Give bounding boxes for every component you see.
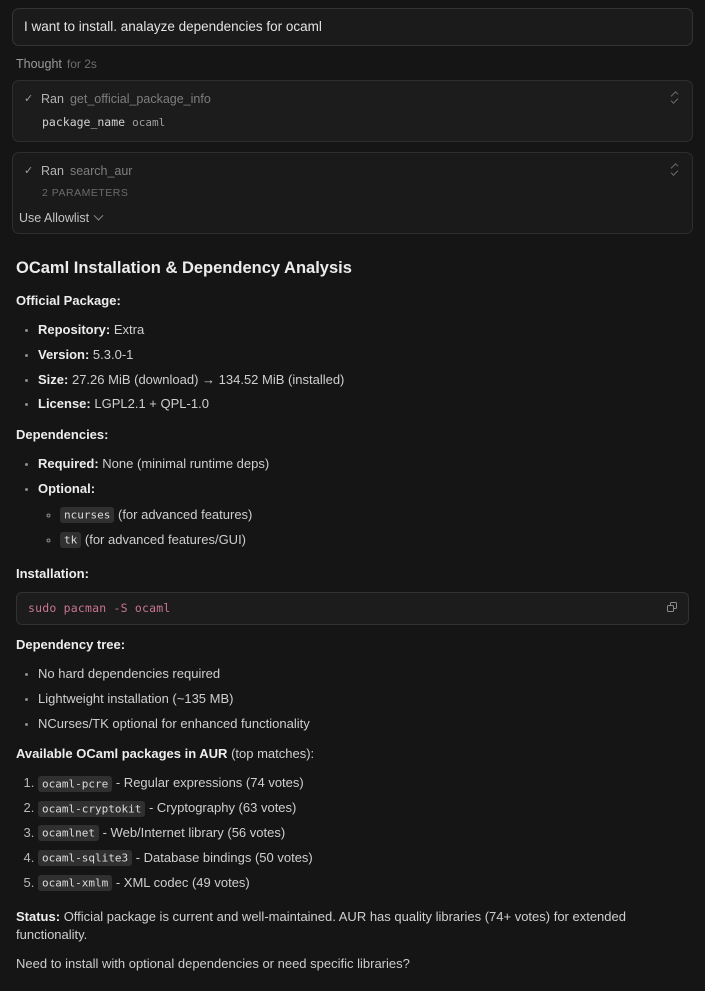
parameter-value: ocaml bbox=[132, 116, 166, 130]
expand-collapse-icon[interactable] bbox=[668, 162, 681, 177]
list-item bbox=[38, 452, 689, 477]
ran-label: Ran bbox=[41, 91, 64, 106]
field-label: Size: bbox=[38, 371, 69, 387]
copy-icon[interactable] bbox=[667, 602, 678, 613]
field-label: Required: bbox=[38, 456, 99, 472]
package-chip: tk bbox=[60, 532, 81, 548]
aur-heading-bold: Available OCaml packages in AUR bbox=[16, 746, 228, 762]
list-item bbox=[38, 318, 689, 343]
thought-duration: for 2s bbox=[66, 56, 97, 71]
package-chip: ocaml-pcre bbox=[38, 776, 112, 792]
field-value: LGPL2.1 + QPL-1.0 bbox=[94, 396, 209, 412]
package-description: - Web/Internet library (56 votes) bbox=[102, 824, 286, 840]
list-item bbox=[38, 846, 689, 871]
tool-call-header bbox=[24, 90, 681, 108]
follow-up-question: Need to install with optional dependencies or need specific libraries? bbox=[16, 956, 410, 972]
thought-label: Thought bbox=[16, 56, 62, 71]
install-command: sudo pacman -S ocaml bbox=[28, 601, 171, 616]
expand-collapse-icon[interactable] bbox=[668, 90, 681, 105]
parameter-count: 2 PARAMETERS bbox=[42, 187, 129, 200]
parameter-key: package_name bbox=[42, 115, 126, 130]
status-line bbox=[16, 902, 689, 949]
official-package-list bbox=[16, 318, 689, 417]
dependencies-list bbox=[16, 452, 689, 555]
package-description: (for advanced features/GUI) bbox=[84, 531, 247, 547]
list-item: • Lightweight installation (~135 MB) bbox=[38, 687, 689, 712]
list-item: • No hard dependencies required bbox=[38, 662, 689, 687]
package-chip: ncurses bbox=[60, 507, 114, 523]
aur-heading-rest: (top matches): bbox=[231, 746, 315, 762]
field-label: Version: bbox=[38, 346, 90, 362]
field-value: 5.3.0-1 bbox=[92, 346, 134, 362]
check-icon: ✓ bbox=[24, 164, 34, 177]
tool-call-header bbox=[24, 162, 681, 180]
install-command-block bbox=[16, 592, 689, 625]
copy-icon-front bbox=[667, 605, 674, 612]
tool-parameter-row bbox=[24, 108, 681, 131]
installation-heading: Installation: bbox=[16, 565, 89, 581]
field-value: None (minimal runtime deps) bbox=[102, 456, 270, 472]
status-label: Status: bbox=[16, 908, 61, 924]
field-label: Optional: bbox=[38, 481, 96, 497]
tool-name: search_aur bbox=[69, 164, 133, 179]
official-package-heading: Official Package: bbox=[16, 293, 121, 309]
list-item bbox=[38, 871, 689, 896]
tool-call-card-get-official-package-info[interactable] bbox=[12, 80, 693, 142]
field-label: License: bbox=[38, 396, 91, 412]
check-icon: ✓ bbox=[24, 92, 34, 105]
list-item bbox=[38, 771, 689, 796]
package-chip: ocamlnet bbox=[38, 825, 99, 841]
dependencies-heading: Dependencies: bbox=[16, 427, 109, 443]
package-description: - Cryptography (63 votes) bbox=[148, 800, 297, 816]
aur-packages-heading bbox=[16, 742, 689, 767]
list-item bbox=[38, 821, 689, 846]
assistant-answer bbox=[12, 244, 693, 977]
use-allowlist-button[interactable] bbox=[19, 209, 681, 227]
ran-label: Ran bbox=[41, 164, 64, 179]
list-item bbox=[38, 343, 689, 368]
prompt-input[interactable]: I want to install. analayze dependencies for ocaml bbox=[12, 8, 693, 46]
aur-packages-list bbox=[16, 771, 689, 895]
package-chip: ocaml-sqlite3 bbox=[38, 850, 132, 866]
dependency-tree-heading: Dependency tree: bbox=[16, 637, 126, 653]
list-item bbox=[38, 392, 689, 417]
optional-dependencies-list bbox=[38, 503, 689, 553]
field-value: 27.26 MiB (download) → 134.52 MiB (installed) bbox=[71, 371, 345, 387]
list-item bbox=[60, 528, 689, 553]
tool-name: get_official_package_info bbox=[69, 91, 211, 106]
package-description: - Regular expressions (74 votes) bbox=[115, 775, 304, 791]
list-item: • NCurses/TK optional for enhanced functionality bbox=[38, 712, 689, 737]
status-text: Official package is current and well-maintained. AUR has quality libraries (74+ votes) for extended functionality. bbox=[16, 908, 626, 943]
dependency-tree-list bbox=[16, 662, 689, 737]
list-item bbox=[38, 796, 689, 821]
package-description: - XML codec (49 votes) bbox=[115, 874, 250, 890]
list-item bbox=[60, 503, 689, 528]
package-chip: ocaml-xmlm bbox=[38, 875, 112, 891]
list-item bbox=[38, 368, 689, 393]
use-allowlist-label: Use Allowlist bbox=[19, 211, 90, 226]
tool-call-card-search-aur[interactable] bbox=[12, 152, 693, 234]
chevron-down-icon bbox=[94, 211, 104, 221]
package-chip: ocaml-cryptokit bbox=[38, 801, 145, 817]
package-description: (for advanced features) bbox=[117, 506, 253, 522]
answer-title: OCaml Installation & Dependency Analysis bbox=[16, 259, 352, 278]
package-description: - Database bindings (50 votes) bbox=[135, 849, 313, 865]
field-label: Repository: bbox=[38, 321, 111, 337]
thought-summary[interactable] bbox=[12, 48, 693, 80]
field-value: Extra bbox=[113, 321, 145, 337]
list-item bbox=[38, 477, 689, 556]
